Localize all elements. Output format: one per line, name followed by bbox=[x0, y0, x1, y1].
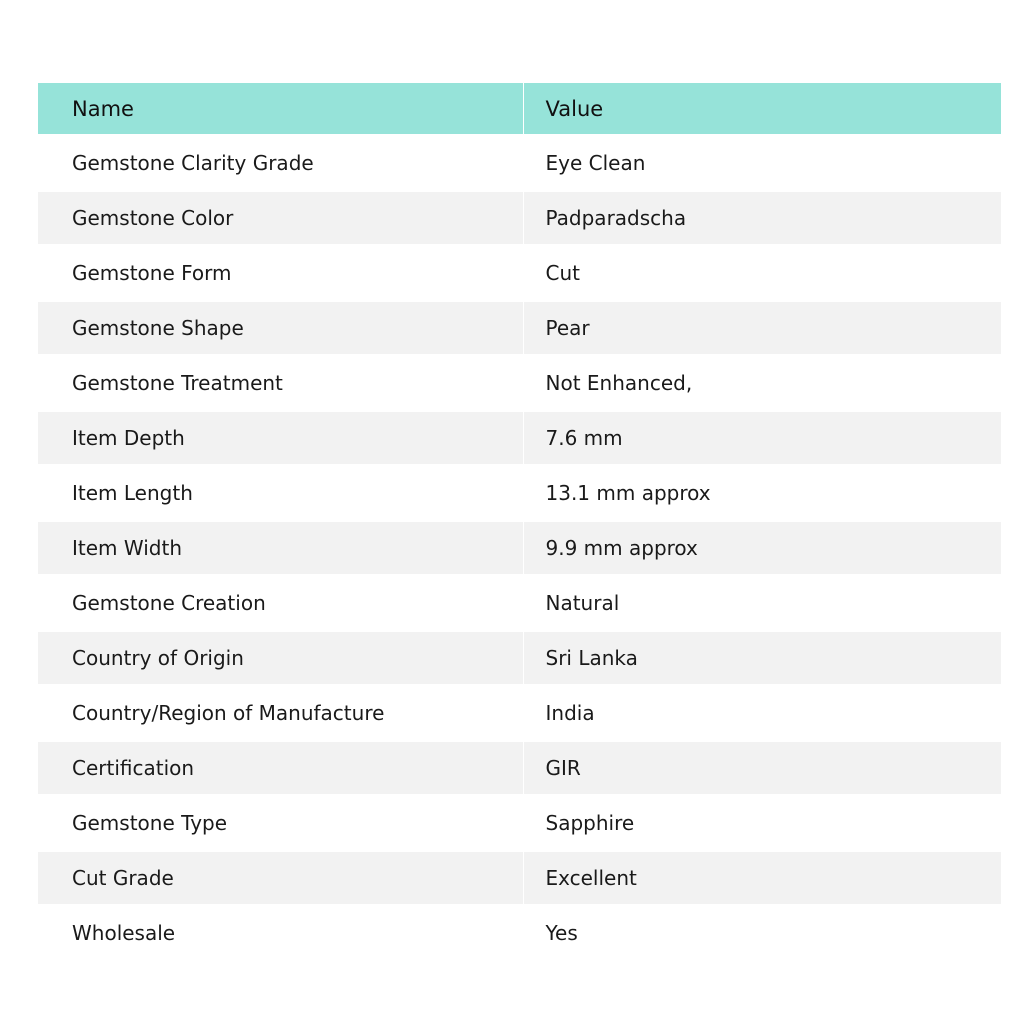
row-name-cell: Gemstone Clarity Grade bbox=[38, 134, 523, 192]
row-value-cell: 7.6 mm bbox=[545, 426, 623, 450]
row-name-cell: Item Length bbox=[38, 464, 523, 522]
row-value-cell: Pear bbox=[545, 316, 590, 340]
table-row bbox=[38, 244, 1001, 302]
row-name-cell: Gemstone Color bbox=[38, 192, 523, 244]
row-name-cell: Item Depth bbox=[38, 412, 523, 464]
row-value-cell: Padparadscha bbox=[545, 206, 687, 230]
row-value-cell: Sapphire bbox=[545, 811, 635, 835]
table-body bbox=[38, 134, 1001, 962]
row-value-cell: Sri Lanka bbox=[545, 646, 638, 670]
table-row bbox=[38, 574, 1001, 632]
row-value-cell: 9.9 mm approx bbox=[545, 536, 698, 560]
table-row bbox=[38, 904, 1001, 962]
row-name-cell: Gemstone Type bbox=[38, 794, 523, 852]
table-row bbox=[38, 522, 1001, 574]
row-value-cell: India bbox=[545, 701, 595, 725]
table-row bbox=[38, 134, 1001, 192]
row-name-cell: Country/Region of Manufacture bbox=[38, 684, 523, 742]
row-value-cell: Not Enhanced, bbox=[545, 371, 693, 395]
row-value-cell: Excellent bbox=[545, 866, 637, 890]
row-name-cell: Item Width bbox=[38, 522, 523, 574]
column-header-name: Name bbox=[38, 83, 523, 134]
row-value-cell: Yes bbox=[545, 921, 578, 945]
table-row bbox=[38, 412, 1001, 464]
row-value-cell: GIR bbox=[545, 756, 581, 780]
table-row bbox=[38, 192, 1001, 244]
row-name-cell: Country of Origin bbox=[38, 632, 523, 684]
table-row bbox=[38, 302, 1001, 354]
row-name-cell: Certification bbox=[38, 742, 523, 794]
specifications-table bbox=[38, 83, 1001, 962]
row-name-cell: Gemstone Creation bbox=[38, 574, 523, 632]
table-row bbox=[38, 632, 1001, 684]
row-value-cell: Natural bbox=[545, 591, 620, 615]
table-header bbox=[38, 83, 1001, 134]
row-name-cell: Gemstone Shape bbox=[38, 302, 523, 354]
column-header-value: Value bbox=[523, 83, 1001, 134]
table-row bbox=[38, 742, 1001, 794]
table-row bbox=[38, 794, 1001, 852]
row-name-cell: Wholesale bbox=[38, 904, 523, 962]
header-row bbox=[38, 83, 1001, 134]
table-row bbox=[38, 852, 1001, 904]
row-name-cell: Cut Grade bbox=[38, 852, 523, 904]
table-row bbox=[38, 684, 1001, 742]
row-value-cell: Cut bbox=[545, 261, 580, 285]
row-name-cell: Gemstone Treatment bbox=[38, 354, 523, 412]
row-value-cell: Eye Clean bbox=[545, 151, 646, 175]
row-value-cell: 13.1 mm approx bbox=[545, 481, 711, 505]
table-row bbox=[38, 354, 1001, 412]
row-name-cell: Gemstone Form bbox=[38, 244, 523, 302]
table-row bbox=[38, 464, 1001, 522]
